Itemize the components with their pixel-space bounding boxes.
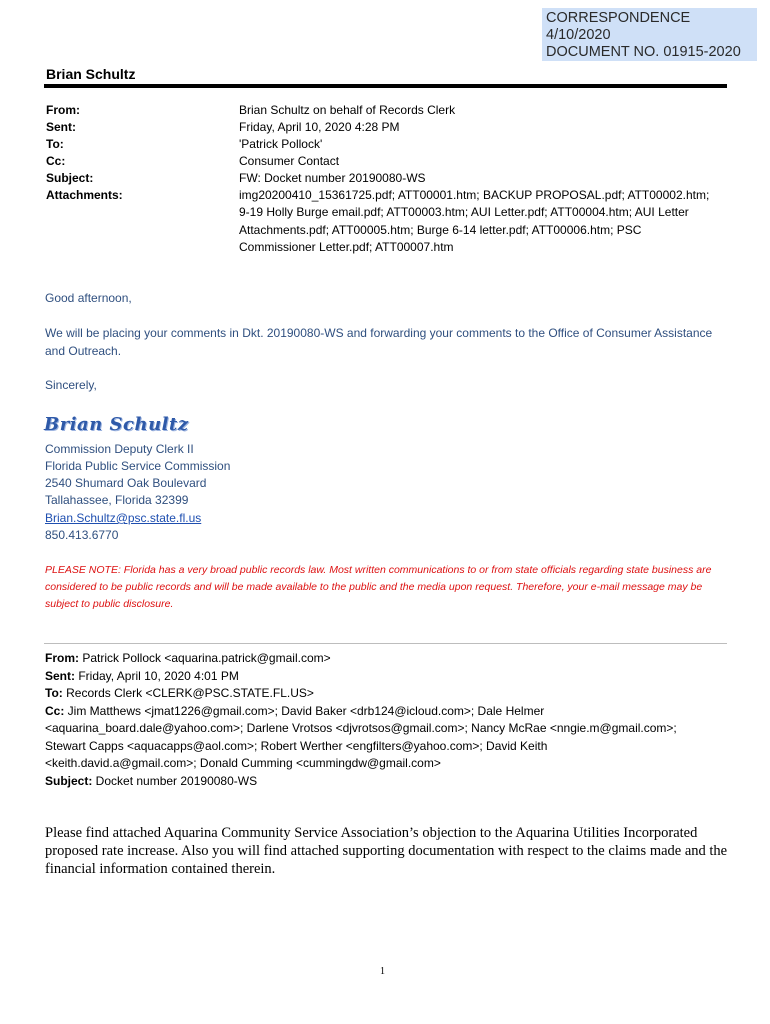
fwd-from-value: Patrick Pollock <aquarina.patrick@gmail.com> <box>79 651 331 665</box>
subject-value: FW: Docket number 20190080-WS <box>239 171 426 185</box>
cc-label: Cc: <box>46 154 66 168</box>
stamp-line-2: 4/10/2020 <box>546 27 611 43</box>
greeting: Good afternoon, <box>45 291 132 305</box>
signature-title: Commission Deputy Clerk II <box>45 442 194 456</box>
to-value: 'Patrick Pollock' <box>239 137 323 151</box>
header-divider <box>44 84 727 88</box>
page-number: 1 <box>380 966 385 977</box>
signature-address-line-1: 2540 Shumard Oak Boulevard <box>45 476 207 490</box>
stamp-line-1: CORRESPONDENCE <box>546 10 691 26</box>
stamp-line-3: DOCUMENT NO. 01915-2020 <box>546 44 741 60</box>
correspondence-stamp <box>542 8 757 61</box>
subject-label: Subject: <box>46 171 94 185</box>
signature-email-link[interactable] <box>45 510 201 528</box>
forwarded-header <box>45 650 735 790</box>
fwd-sent-value: Friday, April 10, 2020 4:01 PM <box>75 668 239 683</box>
attachments-value[interactable]: img20200410_15361725.pdf; ATT00001.htm; BACKUP PROPOSAL.pdf; ATT00002.htm; 9-19 Holly Burge email.pdf; ATT00003.htm; AUI Letter.pdf; ATT00004.htm; AUI Letter Attachments.pdf; ATT00005.htm; Burge 6-14 letter.pdf; ATT00006.htm; PSC Commissioner Letter.pdf; ATT00007.htm <box>239 188 710 254</box>
handwritten-signature: Brian Schultz <box>44 414 189 435</box>
from-value: Brian Schultz on behalf of Records Clerk <box>239 103 456 117</box>
fwd-cc-label: Cc: <box>45 703 65 718</box>
fwd-subject-label: Subject: <box>45 773 93 788</box>
to-label: To: <box>46 137 64 151</box>
public-records-notice: PLEASE NOTE: Florida has a very broad public records law. Most written communications to or from state officials regarding state business are considered to be public records and will be made available to the public and the media upon request. Therefore, your e-mail message may be subject to public disclosure. <box>45 564 712 610</box>
fwd-from-line <box>45 650 735 668</box>
fwd-subject-value: Docket number 20190080-WS <box>92 773 258 788</box>
fwd-cc-line-4: <keith.david.a@gmail.com>; Donald Cumming <cummingdw@gmail.com> <box>45 756 441 770</box>
body-paragraph: We will be placing your comments in Dkt. 20190080-WS and forwarding your comments to the Office of Consumer Assistance and Outreach. <box>45 326 713 358</box>
cc-value: Consumer Contact <box>239 154 340 168</box>
fwd-sent-line <box>45 668 735 686</box>
fwd-cc-line-1 <box>45 703 735 721</box>
fwd-cc-line-3: Stewart Capps <aquacapps@aol.com>; Robert Werther <engfilters@yahoo.com>; David Keith <box>45 738 548 753</box>
email-link-text[interactable]: Brian.Schultz@psc.state.fl.us <box>45 511 202 525</box>
sent-value: Friday, April 10, 2020 4:28 PM <box>239 120 400 134</box>
signature-address-line-2: Tallahassee, Florida 32399 <box>45 493 189 507</box>
signature-organization: Florida Public Service Commission <box>45 459 231 473</box>
closing-paragraph: Please find attached Aquarina Community Service Association’s objection to the Aquarina Utilities Incorporated proposed rate increase. Also you will find attached supporting documentation with respect to the claims made and the financial information contained therein. <box>45 825 728 877</box>
fwd-to-label: To: <box>45 686 63 700</box>
attachments-label: Attachments: <box>46 188 123 202</box>
fwd-sent-label: Sent: <box>45 668 75 683</box>
fwd-to-line <box>45 685 735 703</box>
fwd-from-label: From: <box>45 651 79 665</box>
fwd-cc-line-2: <aquarina_board.dale@yahoo.com>; Darlene Vrotsos <djvrotsos@gmail.com>; Nancy McRae <nngie.m@gmail.com>; <box>45 721 677 735</box>
fwd-to-value: Records Clerk <CLERK@PSC.STATE.FL.US> <box>62 686 314 700</box>
signature-phone: 850.413.6770 <box>45 528 119 542</box>
fwd-subject-line <box>45 773 735 791</box>
from-label: From: <box>46 103 80 117</box>
forward-divider <box>44 643 727 644</box>
sent-label: Sent: <box>46 120 76 134</box>
sign-off: Sincerely, <box>45 378 97 392</box>
sender-name: Brian Schultz <box>46 66 136 82</box>
fwd-cc-value-1: Jim Matthews <jmat1226@gmail.com>; David Baker <drb124@icloud.com>; Dale Helmer <box>64 703 545 718</box>
